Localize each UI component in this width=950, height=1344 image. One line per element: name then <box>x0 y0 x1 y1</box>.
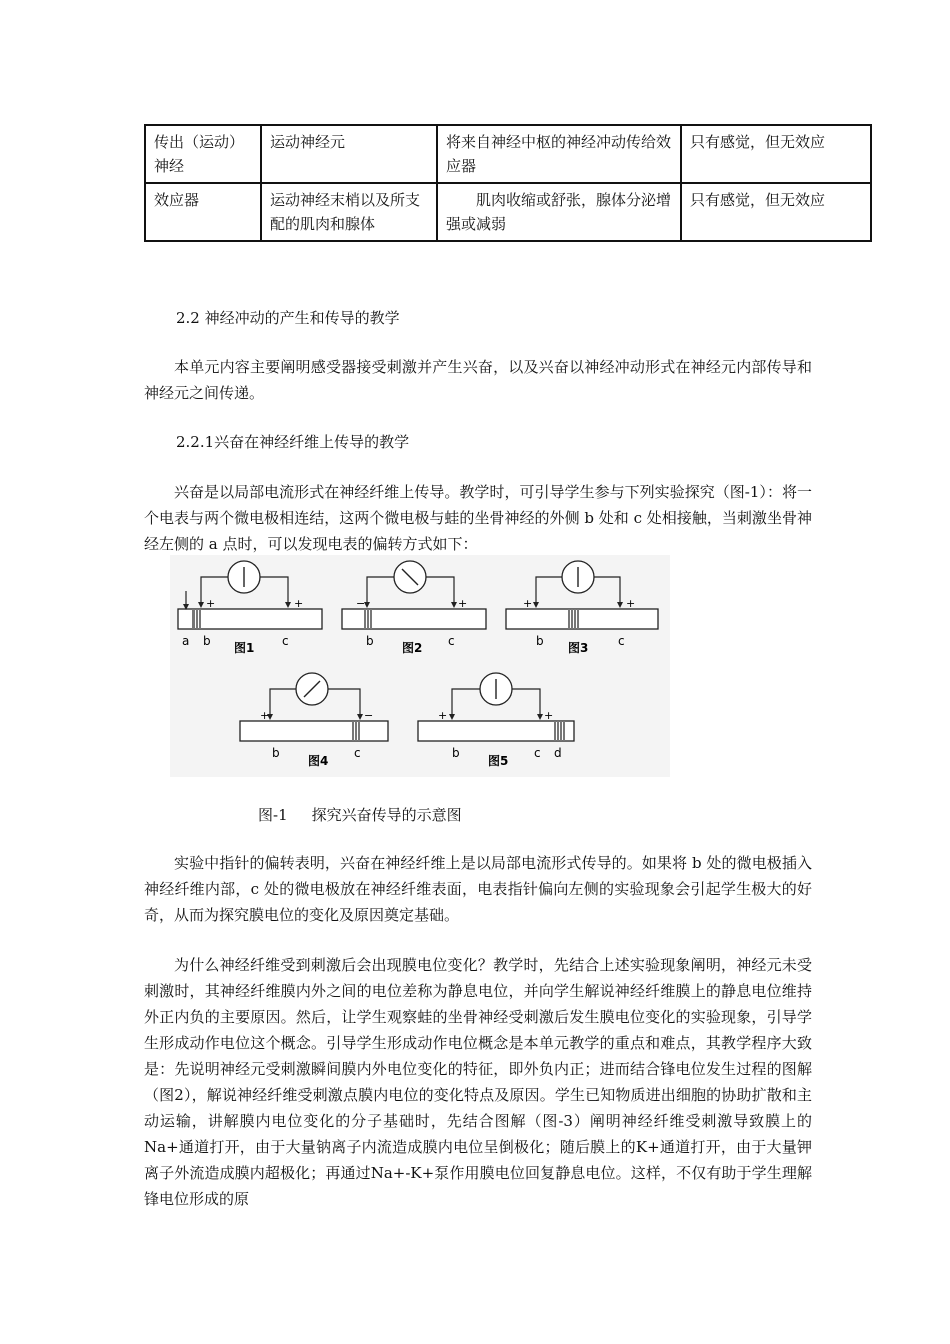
panel-label: 图4 <box>308 754 329 768</box>
effector-table <box>144 124 872 242</box>
nerve-fiber <box>240 721 388 741</box>
svg-text:+: + <box>523 597 533 610</box>
svg-text:−: − <box>356 597 366 610</box>
excitation-zone <box>352 721 354 741</box>
point-label: b <box>272 746 280 760</box>
table-cell: 只有感觉，但无效应 <box>681 183 871 241</box>
excitation-zone <box>364 609 366 629</box>
svg-text:+: + <box>626 597 636 610</box>
excitation-zone <box>568 609 570 629</box>
nerve-fiber <box>418 721 574 741</box>
table-cell: 运动神经元 <box>261 125 437 183</box>
table-cell: 只有感觉，但无效应 <box>681 125 871 183</box>
point-label: c <box>354 746 361 760</box>
svg-text:+: + <box>260 709 270 722</box>
table-cell: 肌肉收缩或舒张，腺体分泌增强或减弱 <box>437 183 681 241</box>
section-heading: 2.2 神经冲动的产生和传导的教学 <box>176 309 400 327</box>
svg-text:+: + <box>458 597 468 610</box>
figure-caption <box>258 804 486 825</box>
point-label: c <box>534 746 541 760</box>
panel-label: 图2 <box>402 641 423 655</box>
panel-label: 图5 <box>488 754 509 768</box>
nerve-fiber <box>506 609 658 629</box>
svg-text:+: + <box>544 709 554 722</box>
svg-text:+: + <box>438 709 448 722</box>
svg-text:−: − <box>364 709 374 722</box>
point-label: c <box>448 634 455 648</box>
point-label: b <box>452 746 460 760</box>
section-heading: 2.2.1兴奋在神经纤维上传导的教学 <box>176 433 410 451</box>
nerve-conduction-figure <box>170 555 670 777</box>
paragraph-experiment: 兴奋是以局部电流形式在神经纤维上传导。教学时，可引导学生参与下列实验探究（图-1）：将一个电表与两个微电极相连结，这两个微电极与蛙的坐骨神经的外侧 b 处和 c 处相接触，当刺激坐骨神经左侧的 a 点时，可以发现电表的偏转方式如下： <box>144 483 812 553</box>
figure-caption-text: 探究兴奋传导的示意图 <box>311 806 462 824</box>
excitation-zone <box>192 609 195 629</box>
point-label: c <box>282 634 289 648</box>
point-label: b <box>366 634 374 648</box>
point-label: c <box>618 634 625 648</box>
paragraph-result: 实验中指针的偏转表明，兴奋在神经纤维上是以局部电流形式传导的。如果将 b 处的微电极插入神经纤维内部，c 处的微电极放在神经纤维表面，电表指针偏向左侧的实验现象会引起学生极大的好奇，从而为探究膜电位的变化及原因奠定基础。 <box>144 854 812 924</box>
svg-text:+: + <box>206 597 216 610</box>
point-label: b <box>536 634 544 648</box>
excitation-zone <box>554 721 556 741</box>
table-cell: 传出（运动）神经 <box>145 125 261 183</box>
paragraph-intro: 本单元内容主要阐明感受器接受刺激并产生兴奋，以及兴奋以神经冲动形式在神经元内部传导和神经元之间传递。 <box>144 358 812 402</box>
panel-label: 图3 <box>568 641 589 655</box>
table-cell: 运动神经末梢以及所支配的肌肉和腺体 <box>261 183 437 241</box>
paragraph-why: 为什么神经纤维受到刺激后会出现膜电位变化？教学时，先结合上述实验现象阐明，神经元未受刺激时，其神经纤维膜内外之间的电位差称为静息电位，并向学生解说神经纤维膜上的静息电位维持外正内负的主要原因。然后，让学生观察蛙的坐骨神经受刺激后发生膜电位变化的实验现象，引导学生形成动作电位这个概念。引导学生形成动作电位概念是本单元教学的重点和难点，其教学程序大致是：先说明神经元受刺激瞬间膜内外电位变化的特征，即外负内正；进而结合锋电位发生过程的图解（图2），解说神经纤维受刺激点膜内电位的变化特点及原因。学生已知物质进出细胞的协助扩散和主动运输，讲解膜内电位变化的分子基础时，先结合图解（图-3）阐明神经纤维受刺激导致膜上的Na+通道打开，由于大量钠离子内流造成膜内电位呈倒极化；随后膜上的K+通道打开，由于大量钾离子外流造成膜内超极化；再通过Na+-K+泵作用膜电位回复静息电位。这样，不仅有助于学生理解锋电位形成的原 <box>144 956 812 1208</box>
point-label: b <box>203 634 211 648</box>
table-cell: 将来自神经中枢的神经冲动传给效应器 <box>437 125 681 183</box>
nerve-fiber <box>342 609 486 629</box>
panel-label: 图1 <box>234 641 255 655</box>
figure-svg <box>170 555 670 777</box>
table-cell: 效应器 <box>145 183 261 241</box>
point-label: d <box>554 746 562 760</box>
figure-caption-number: 图-1 <box>258 806 288 824</box>
point-label: a <box>182 634 190 648</box>
table-row <box>145 125 871 183</box>
table-row <box>145 183 871 241</box>
svg-text:+: + <box>294 597 304 610</box>
